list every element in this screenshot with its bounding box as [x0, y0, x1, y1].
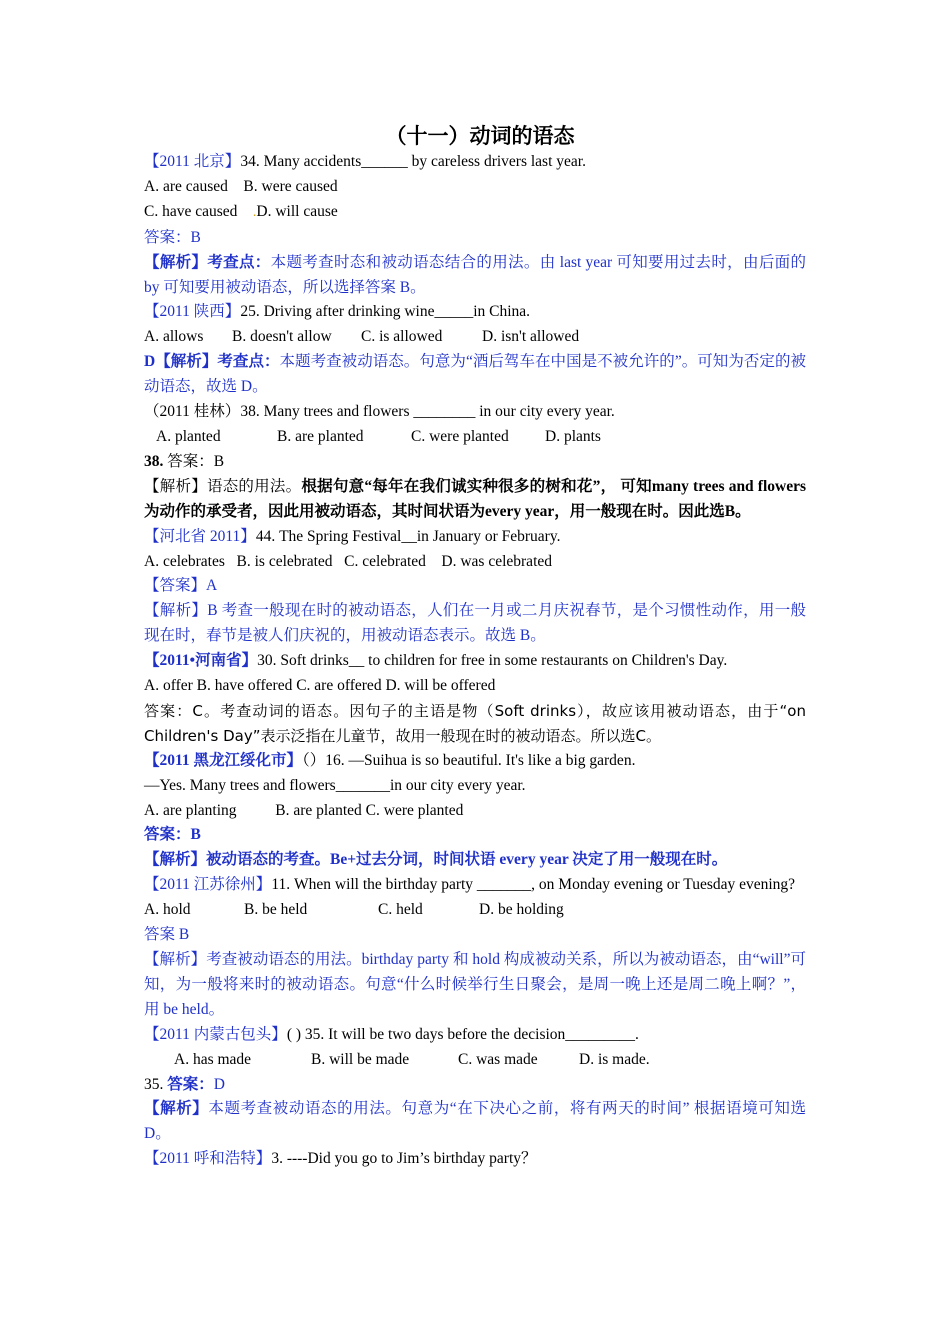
answer: 【答案】A: [144, 577, 218, 595]
option-c: C. is allowed: [361, 328, 443, 346]
analysis-label: D【解析】考查点：: [144, 353, 280, 371]
options-row: [144, 200, 806, 226]
answer: [144, 1073, 806, 1098]
dot-mark-icon: .: [252, 204, 257, 220]
option-c: C. have caused: [144, 202, 238, 220]
analysis-label: 【解析】: [144, 951, 207, 968]
source-tag: 【2011 江苏徐州】: [144, 876, 272, 894]
question-6: [144, 749, 806, 774]
option-b: B. were caused: [243, 177, 338, 195]
analysis: 答案：C。考查动词的语态。因句子的主语是物（Soft drinks），故应该用被动语态，由于“on Children's Day”表示泛指在儿童节，故用一般现在时的被动语态。所以选C。: [144, 701, 806, 745]
option-a: A. hold: [144, 901, 191, 919]
question-9: [144, 1147, 806, 1172]
answer: [144, 450, 806, 475]
question-3: [144, 400, 806, 425]
source-tag: （2011 桂林）: [144, 403, 241, 421]
options-row: [144, 550, 806, 575]
analysis-text: B 考查一般现在时的被动语态，人们在一月或二月庆祝春节，是个习惯性动作，用一般现在时，春节是被人们庆祝的，用被动语态表示。故选 B。: [144, 602, 806, 645]
question-8: [144, 1023, 806, 1048]
answer: 答案：B: [144, 228, 201, 246]
option-d: D. is made.: [579, 1050, 650, 1068]
source-tag: 【2011•河南省】: [144, 652, 258, 670]
option-b: B. will be made: [311, 1050, 410, 1068]
analysis-label: 【解析】考查点：: [144, 253, 271, 271]
analysis: [144, 350, 806, 400]
option-d: D. be holding: [479, 901, 564, 919]
option-c: C. held: [378, 901, 423, 919]
options-row: [144, 898, 806, 923]
source-tag: 【2011 北京】: [144, 153, 241, 170]
analysis-text: 本题考查时态和被动语态结合的用法。由 last year 可知要用过去时，由后面的 by 可知要用被动语态，所以选择答案 B。: [144, 253, 806, 296]
analysis: [144, 1097, 806, 1147]
option-b: B. is celebrated: [236, 552, 333, 570]
option-d: D. will cause: [256, 202, 338, 220]
option-a: A. celebrates: [144, 552, 225, 570]
question-stem: 44. The Spring Festival__in January or February.: [255, 527, 561, 545]
page-title: （十一）动词的语态: [385, 124, 575, 148]
option-d: D. was celebrated: [441, 552, 553, 570]
question-7: [144, 873, 806, 898]
analysis-text: 语态的用法。: [206, 477, 302, 495]
option-a: A. allows: [144, 328, 204, 346]
option-a: A. are caused: [144, 177, 228, 195]
option-a: A. planted: [156, 427, 221, 445]
source-tag: 【2011 内蒙古包头】: [144, 1025, 287, 1043]
analysis-label: 【解析】: [144, 602, 208, 620]
source-tag: 【河北省 2011】: [144, 527, 256, 545]
option-c: C. was made: [458, 1050, 538, 1068]
question-stem: （）16. —Suihua is so beautiful. It's like a big garden.: [302, 751, 636, 769]
options-row: A. offer B. have offered C. are offered D. will be offered: [144, 677, 496, 695]
answer-label: 答案：: [167, 1075, 214, 1093]
question-stem: 34. Many accidents______ by careless drivers last year.: [240, 153, 586, 170]
option-d: D. isn't allowed: [482, 328, 580, 346]
question-1: [144, 150, 806, 175]
option-c: C. were planted: [411, 427, 509, 445]
answer-number: 35.: [144, 1075, 164, 1093]
question-stem: 38. Many trees and flowers ________ in our city every year.: [240, 403, 615, 421]
option-b: B. be held: [244, 901, 308, 919]
answer-text: D: [213, 1075, 225, 1093]
analysis: [144, 251, 806, 301]
option-c: C. celebrated: [344, 552, 426, 570]
options-row: [144, 175, 806, 200]
answer-number: 38.: [144, 452, 164, 470]
question-stem-line-2: —Yes. Many trees and flowers_______in our city every year.: [144, 776, 526, 794]
options-row: [144, 325, 806, 350]
question-stem: 25. Driving after drinking wine_____in China.: [240, 303, 531, 321]
analysis-text: 本题考查被动语态。句意为“酒后驾车在中国是不被允许的”。可知为否定的被动语态，故选 D。: [144, 353, 806, 396]
option-b: B. doesn't allow: [232, 328, 332, 346]
analysis-bold-text: 根据句意“每年在我们诚实种很多的树和花”， 可知many trees and flowers为动作的承受者，因此用被动语态，其时间状语为every year，用一般现在时。因此选B。: [144, 477, 806, 520]
analysis: [144, 948, 806, 1023]
question-stem: 30. Soft drinks__ to children for free in some restaurants on Children's Day.: [257, 652, 728, 670]
analysis-label: 【解析】: [144, 477, 207, 495]
question-2: [144, 300, 806, 325]
question-stem: ( ) 35. It will be two days before the decision_________.: [286, 1025, 639, 1043]
question-stem: 11. When will the birthday party _______, on Monday evening or Tuesday evening?: [271, 876, 796, 894]
source-tag: 【2011 陕西】: [144, 303, 241, 321]
option-a: A. has made: [174, 1050, 252, 1068]
analysis-text: 本题考查被动语态的用法。句意为“在下决心之前，将有两天的时间” 根据语境可知选 D。: [144, 1100, 806, 1143]
analysis-text: 考查被动语态的用法。birthday party 和 hold 构成被动关系，所以为被动语态，由“will”可知，为一般将来时的被动语态。句意“什么时候举行生日聚会，是周一晚上还是周二晚上啊？”，用 be held。: [144, 951, 806, 1018]
source-tag: 【2011 黑龙江绥化市】: [144, 751, 303, 769]
option-d: D. plants: [545, 427, 601, 445]
answer: 答案 B: [144, 926, 190, 944]
answer-text: 答案：B: [167, 452, 225, 470]
question-4: [144, 525, 806, 550]
answer: 答案：B: [144, 826, 201, 844]
options-row: [144, 425, 806, 450]
question-5: [144, 649, 806, 674]
analysis: [144, 475, 806, 525]
question-stem: 3. ----Did you go to Jim’s birthday party？: [271, 1150, 537, 1168]
analysis-label: 【解析】: [144, 1100, 209, 1118]
option-b: B. are planted: [277, 427, 364, 445]
options-row: A. are planting B. are planted C. were planted: [144, 801, 464, 819]
analysis: [144, 599, 806, 649]
analysis: 【解析】被动语态的考查。Be+过去分词，时间状语 every year 决定了用一般现在时。: [144, 851, 728, 869]
options-row: [144, 1048, 806, 1073]
source-tag: 【2011 呼和浩特】: [144, 1150, 272, 1168]
document-page: [144, 122, 806, 1172]
